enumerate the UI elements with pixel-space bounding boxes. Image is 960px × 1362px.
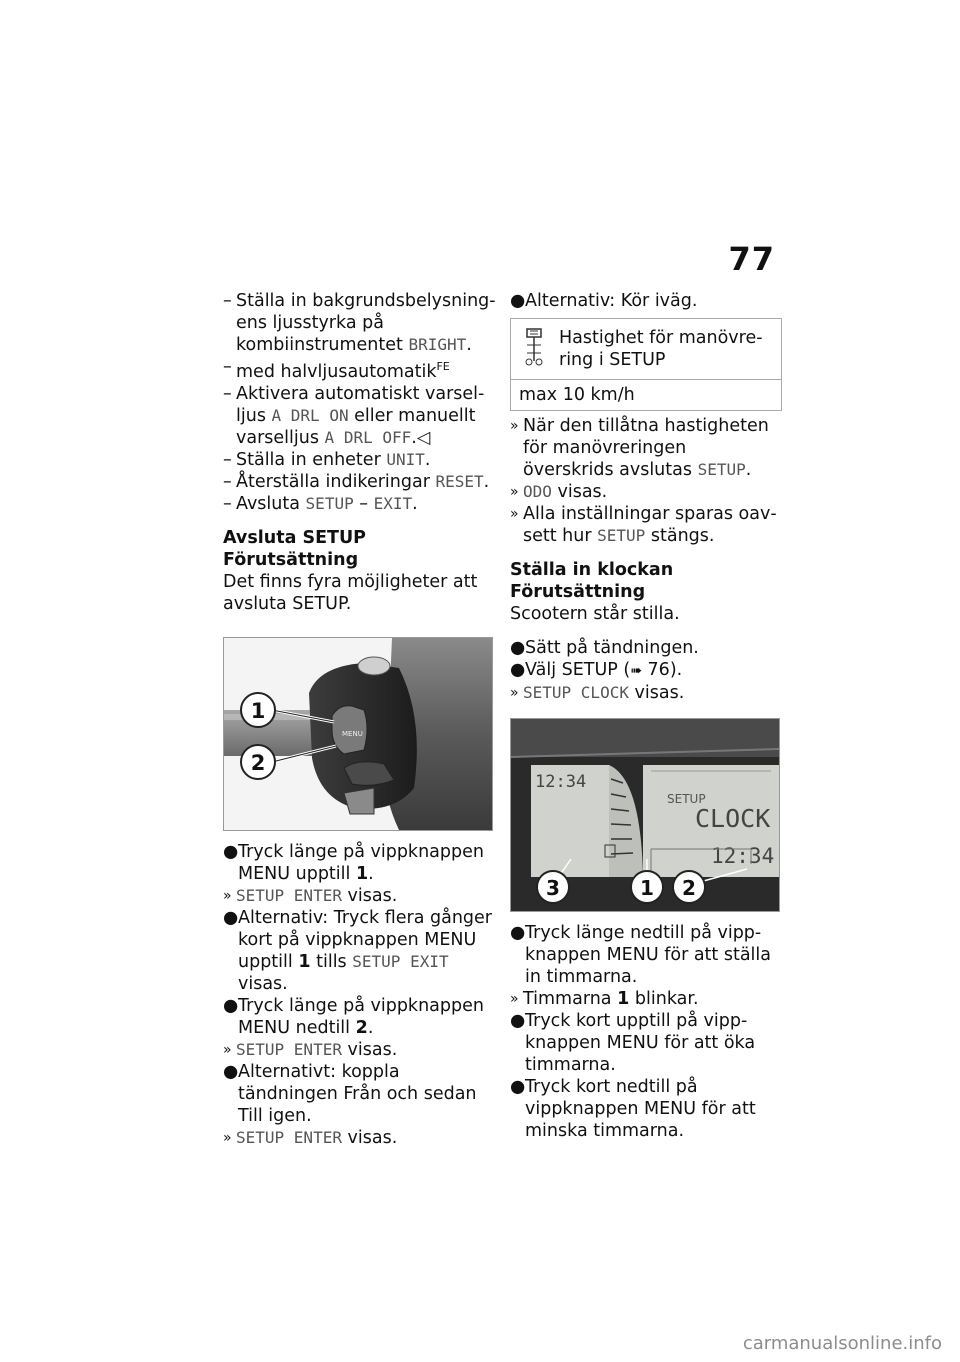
intro-text: Det finns fyra möjligheter att avsluta SETUP. — [223, 571, 478, 614]
spec-value: max 10 km/h — [519, 385, 635, 405]
bullet-marker: ● — [510, 923, 526, 943]
bullet-marker: ● — [510, 291, 526, 311]
display-code: UNIT — [386, 449, 425, 469]
bullet-marker: ● — [510, 1011, 526, 1031]
result-marker: » — [510, 506, 519, 522]
clock-word-display: CLOCK — [695, 804, 771, 833]
clock-large-display: 12:34 — [711, 844, 775, 868]
result-marker: » — [510, 685, 519, 701]
list-item: – Återställa indikeringar RESET. — [223, 471, 490, 492]
dash-marker: – — [223, 449, 232, 470]
display-code: A DRL ON — [271, 405, 349, 425]
result-marker: » — [223, 887, 232, 904]
display-code: ODO — [523, 482, 552, 501]
result-marker: » — [510, 991, 519, 1007]
bullet-marker: ● — [223, 995, 239, 1016]
display-code: BRIGHT — [408, 335, 467, 354]
dash-marker: – — [223, 471, 232, 492]
display-code: SETUP EXIT — [352, 951, 449, 971]
result-item: » SETUP ENTER visas. — [223, 1127, 398, 1148]
list-item: – med halvljusautomatik$^{FE}$ — [223, 357, 450, 382]
site-watermark: carmanualsonline.info — [742, 1333, 942, 1354]
bullet-marker: ● — [510, 1077, 526, 1097]
display-code: A DRL OFF — [324, 427, 412, 447]
page-ref-arrow-icon: ➠ — [630, 663, 642, 679]
svg-text:3: 3 — [546, 876, 560, 900]
dash-marker: – — [223, 383, 232, 404]
instrument-cluster-figure — [510, 718, 780, 912]
instrument-cluster-illustration — [511, 719, 779, 911]
list-item: – Ställa in enheter UNIT. — [223, 449, 431, 470]
result-marker: » — [510, 418, 519, 434]
bullet-marker: ● — [223, 1061, 239, 1082]
display-code: RESET — [435, 471, 484, 491]
page-number: 77 — [728, 240, 775, 278]
right-column — [510, 290, 782, 1142]
result-item: » ODO visas. — [510, 482, 608, 502]
list-item: ● Alternativ: Tryck flera gånger kort på vippknappen MENU upptill 1 tills SETUP EXIT visas. — [223, 907, 492, 994]
list-item: – Aktivera automatiskt varselljus A DRL ON eller manuellt varselljus A DRL OFF.◁ — [223, 383, 485, 448]
bullet-marker: ● — [223, 841, 239, 862]
result-marker: » — [223, 1129, 232, 1146]
dash-marker: – — [223, 493, 232, 514]
list-item: – Avsluta SETUP – EXIT. — [223, 493, 418, 514]
list-item: ● Tryck kort upptill på vippknappen MENU för att öka timmarna. — [510, 1011, 756, 1075]
result-marker: » — [510, 484, 519, 500]
handlebar-switch-figure — [223, 637, 493, 831]
list-item: ● Tryck länge på vippknappen MENU nedtill 2. — [223, 995, 484, 1038]
result-item: » Alla inställningar sparas oavsett hur SETUP stängs. — [510, 504, 777, 546]
list-item: ● Alternativ: Kör iväg. — [510, 291, 698, 311]
display-code: SETUP ENTER — [236, 885, 342, 905]
fe-marker: FE — [436, 360, 450, 373]
menu-button-label: MENU — [342, 729, 363, 738]
list-item: ● Sätt på tändningen. — [510, 638, 699, 658]
list-item: ● Välj SETUP (➠ 76). — [510, 660, 683, 680]
display-code: SETUP — [305, 493, 354, 513]
svg-text:2: 2 — [250, 750, 266, 775]
result-item: » SETUP ENTER visas. — [223, 1039, 398, 1060]
display-code: EXIT — [373, 493, 413, 513]
display-code: SETUP ENTER — [236, 1127, 342, 1147]
display-code: SETUP CLOCK — [523, 683, 629, 702]
setup-display: SETUP — [667, 792, 706, 806]
bullet-marker: ● — [223, 907, 239, 928]
bullet-marker: ● — [510, 638, 526, 658]
clock-small-display: 12:34 — [535, 772, 587, 792]
dash-marker: – — [223, 291, 232, 311]
spec-icon — [519, 327, 559, 373]
list-item: ● Tryck länge nedtill på vippknappen MENU för att ställa in timmarna. — [510, 923, 771, 987]
display-code: SETUP — [697, 460, 746, 479]
list-item: ● Tryck kort nedtill på vippknappen MENU för att minska timmarna. — [510, 1077, 756, 1141]
dash-marker: – — [223, 357, 232, 377]
speed-spec-table — [510, 318, 782, 411]
section-heading: Ställa in klockan — [510, 560, 674, 580]
svg-text:1: 1 — [640, 876, 654, 900]
handlebar-illustration — [224, 638, 492, 830]
list-item: ● Alternativt: koppla tändningen Från och sedan Till igen. — [223, 1061, 477, 1126]
result-item: » Timmarna 1 blinkar. — [510, 989, 699, 1009]
spec-title: Hastighet för manövrering i SETUP — [559, 328, 763, 370]
condition-text: Scootern står stilla. — [510, 604, 680, 624]
list-item: – Ställa in bakgrundsbelysningens ljusstyrka på kombiinstrumentet BRIGHT. — [223, 291, 496, 355]
svg-text:2: 2 — [682, 876, 696, 900]
result-item: » SETUP CLOCK visas. — [510, 683, 685, 703]
result-item: » När den tillåtna hastigheten för manövreringen överskrids avslutas SETUP. — [510, 416, 769, 480]
svg-text:1: 1 — [250, 698, 266, 723]
display-code: SETUP ENTER — [236, 1039, 342, 1059]
display-code: SETUP — [597, 526, 646, 545]
result-marker: » — [223, 1041, 232, 1058]
section-subheading: Förutsättning — [510, 582, 646, 602]
result-item: » SETUP ENTER visas. — [223, 885, 398, 906]
left-column — [223, 290, 498, 1149]
bullet-marker: ● — [510, 660, 526, 680]
section-heading: Avsluta SETUP — [223, 527, 366, 548]
list-item: ● Tryck länge på vippknappen MENU upptill 1. — [223, 841, 484, 884]
section-subheading: Förutsättning — [223, 549, 359, 570]
